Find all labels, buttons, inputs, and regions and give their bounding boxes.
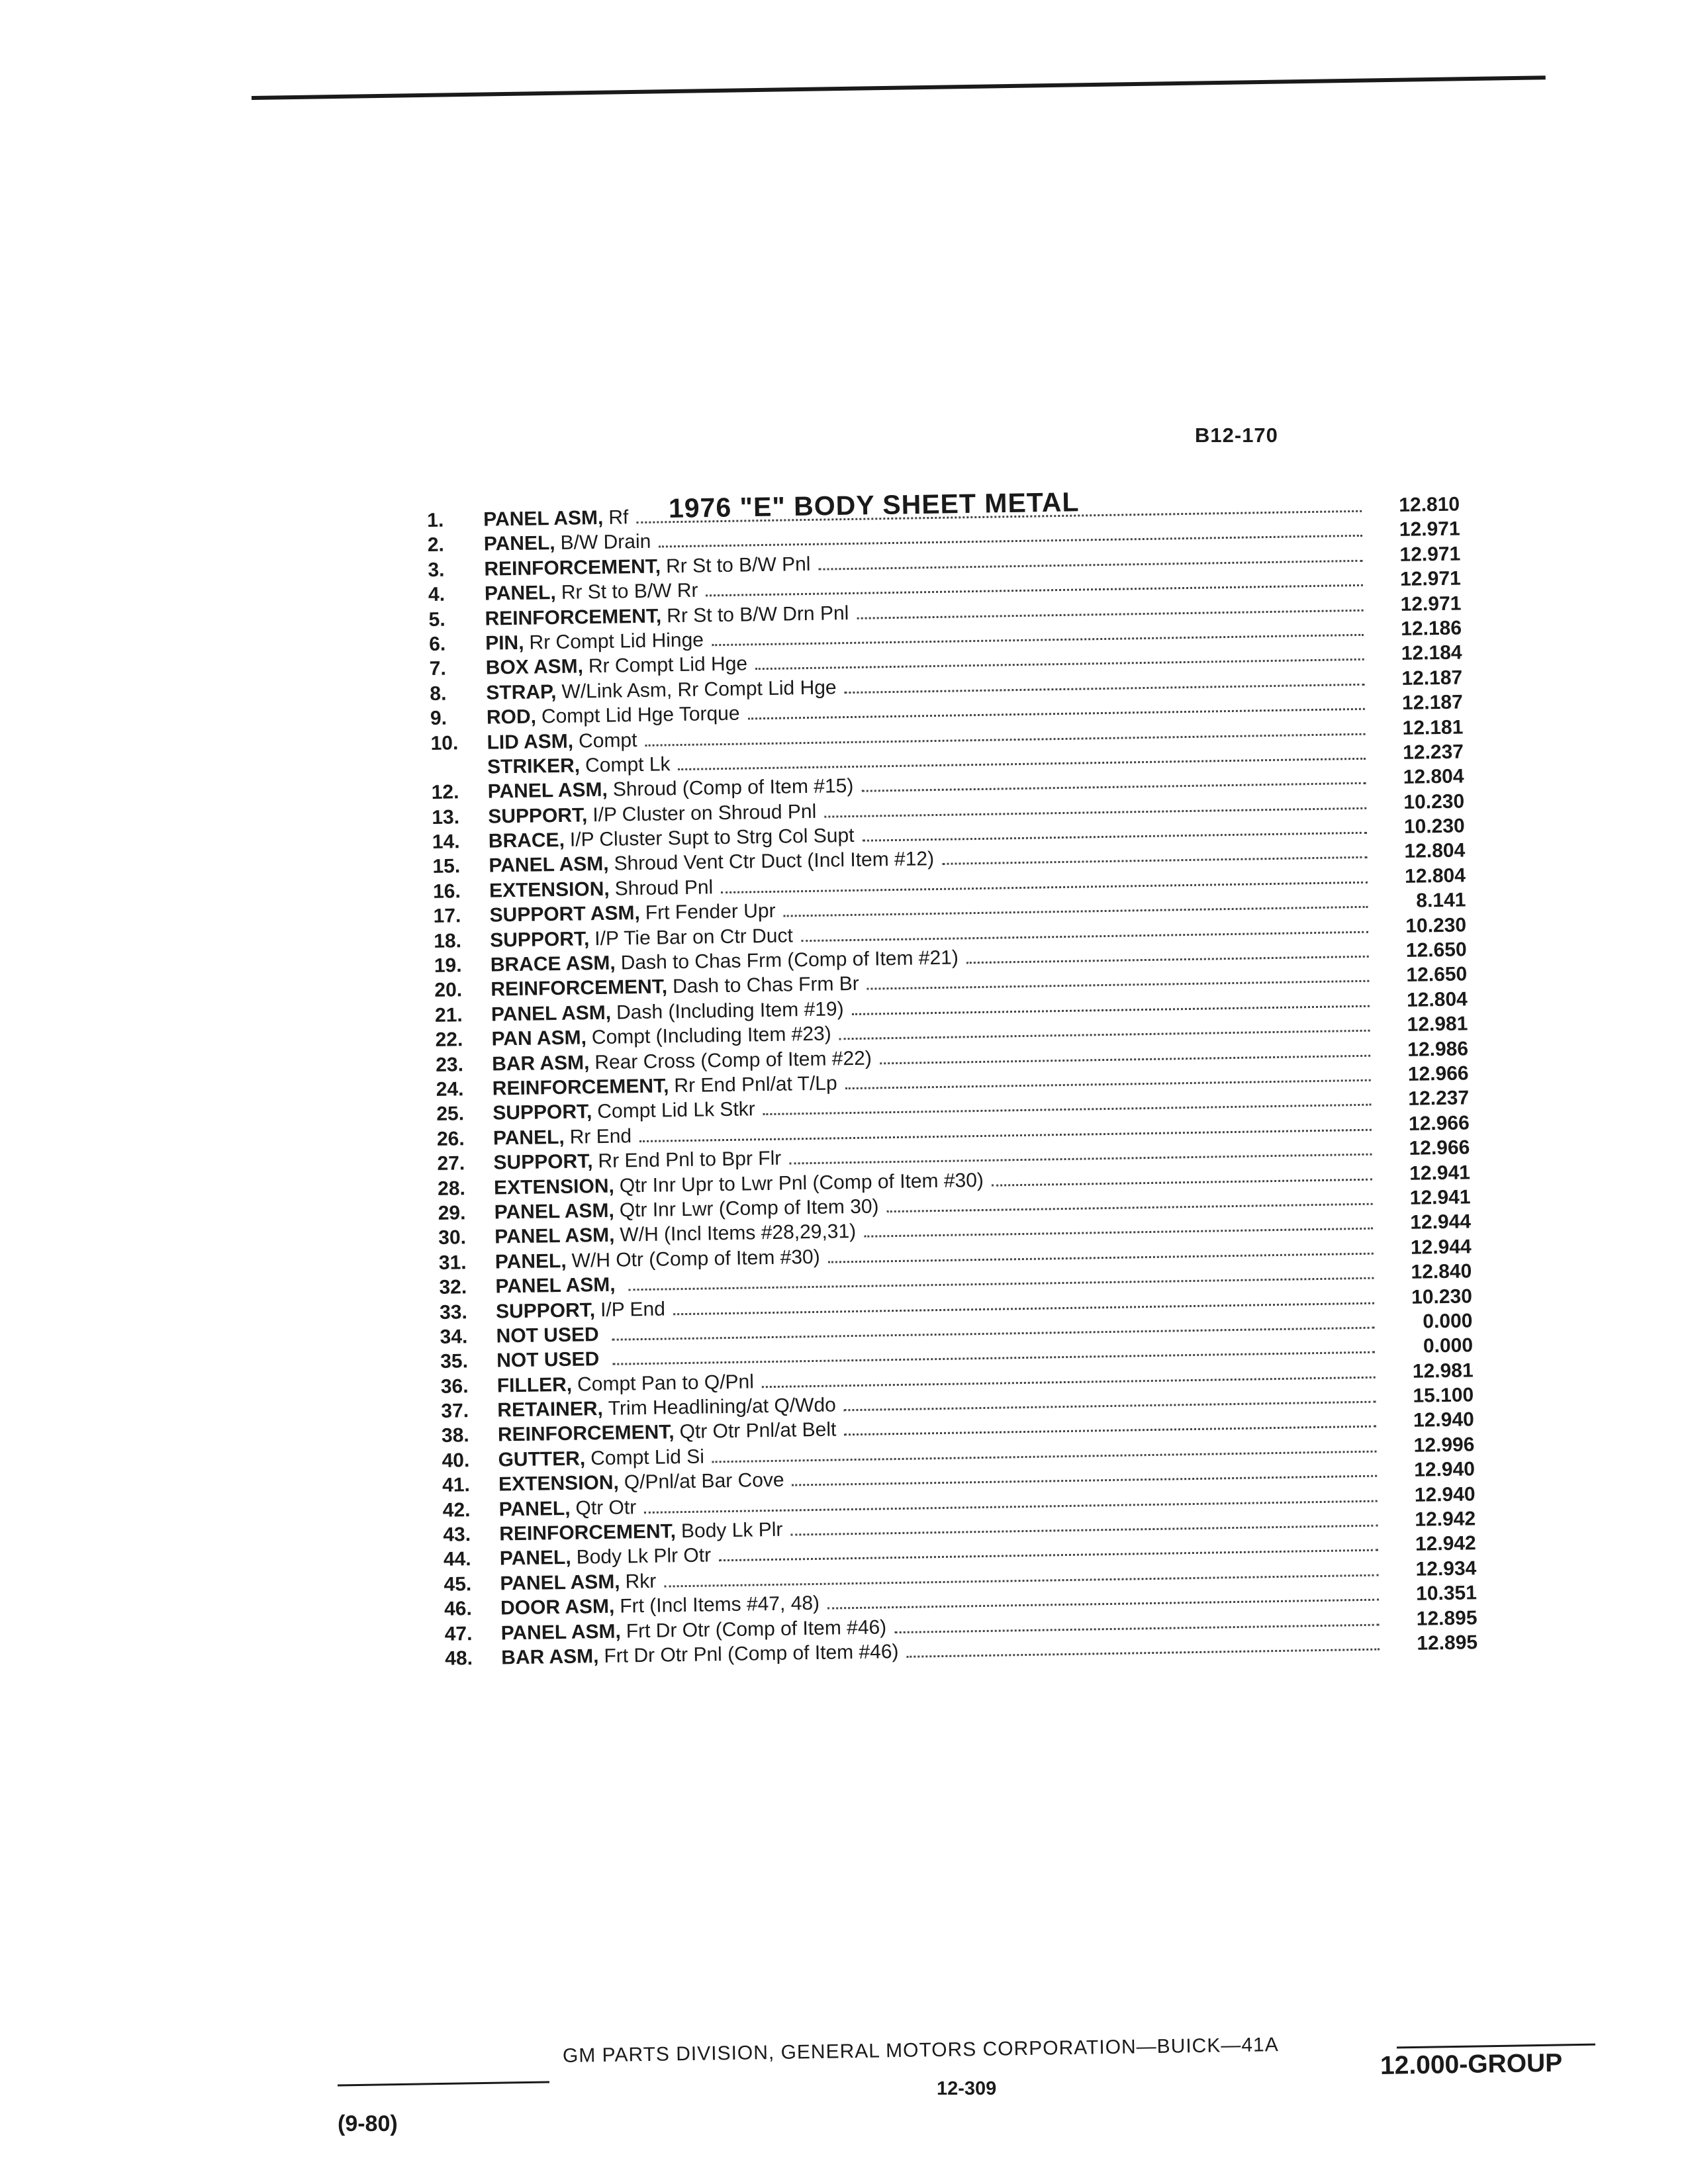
part-name: SUPPORT ASM, xyxy=(489,902,641,927)
part-name: DOOR ASM, xyxy=(500,1595,615,1619)
part-name: STRAP, xyxy=(486,680,557,704)
part-description: Compt Lk xyxy=(585,753,671,777)
part-description: Rear Cross (Comp of Item #22) xyxy=(594,1047,872,1073)
dot-leader xyxy=(992,1178,1372,1186)
part-number: 28. xyxy=(437,1177,466,1200)
part-name: PANEL ASM, xyxy=(489,853,609,878)
group-code: 12.940 xyxy=(1413,1408,1475,1432)
part-description: Frt Fender Upr xyxy=(645,900,776,925)
part-number: 2. xyxy=(427,533,445,557)
part-description: Rr St to B/W Drn Pnl xyxy=(666,602,849,627)
part-description: Compt Lid Hge Torque xyxy=(541,702,740,728)
group-code: 12.971 xyxy=(1399,543,1461,566)
part-name: REINFORCEMENT, xyxy=(491,976,668,1001)
part-description: Shroud (Comp of Item #15) xyxy=(612,775,854,801)
part-name: REINFORCEMENT, xyxy=(492,1075,669,1100)
footer-publisher: GM PARTS DIVISION, GENERAL MOTORS CORPORATION—BUICK—41A xyxy=(562,2034,1279,2067)
group-code: 12.966 xyxy=(1408,1112,1470,1135)
part-name: PANEL, xyxy=(483,532,555,556)
group-code: 15.100 xyxy=(1413,1384,1474,1407)
part-description: Frt Dr Otr (Comp of Item #46) xyxy=(626,1615,887,1643)
part-name: FILLER, xyxy=(496,1373,573,1397)
part-name: PIN, xyxy=(485,631,524,655)
part-number: 37. xyxy=(441,1400,469,1422)
part-name: SUPPORT, xyxy=(492,1101,592,1124)
part-number: 19. xyxy=(434,954,462,977)
part-number: 15. xyxy=(432,855,461,878)
dot-leader xyxy=(824,807,1366,817)
part-name: SUPPORT, xyxy=(488,803,588,828)
part-number: 14. xyxy=(432,831,460,854)
part-number: 9. xyxy=(430,707,447,730)
part-description: Q/Pnl/at Bar Cove xyxy=(624,1469,784,1494)
group-code: 12.986 xyxy=(1407,1037,1469,1061)
group-code: 12.237 xyxy=(1408,1087,1470,1111)
part-description: Rr End xyxy=(569,1125,632,1148)
group-code: 10.230 xyxy=(1405,914,1467,937)
part-number: 10. xyxy=(430,731,459,754)
top-rule xyxy=(252,75,1546,100)
dot-leader xyxy=(844,1401,1376,1412)
part-description: Rf xyxy=(608,506,629,529)
part-name: PANEL, xyxy=(499,1547,571,1570)
dot-leader xyxy=(792,1475,1377,1486)
part-description: B/W Drain xyxy=(560,531,651,555)
part-name: PANEL ASM, xyxy=(483,506,604,531)
part-number: 30. xyxy=(438,1226,467,1250)
group-code: 0.000 xyxy=(1423,1310,1473,1333)
part-number: 38. xyxy=(441,1424,469,1447)
group-code: 12.971 xyxy=(1399,567,1462,591)
dot-leader xyxy=(789,1154,1372,1165)
group-code: 12.181 xyxy=(1402,715,1464,739)
dot-leader xyxy=(790,1525,1378,1536)
part-name: EXTENSION, xyxy=(489,878,610,902)
group-code: 12.981 xyxy=(1412,1359,1474,1383)
part-number: 25. xyxy=(436,1103,465,1126)
part-description: Compt (Including Item #23) xyxy=(591,1023,831,1049)
dot-leader xyxy=(828,1252,1374,1263)
part-number: 7. xyxy=(429,657,447,680)
footer-rule-right xyxy=(1397,2044,1595,2049)
group-label: 12.000-GROUP xyxy=(1380,2048,1563,2080)
part-number: 18. xyxy=(433,929,462,952)
part-name: REINFORCEMENT, xyxy=(497,1421,675,1446)
part-name: NOT USED xyxy=(496,1348,600,1372)
page-code: B12-170 xyxy=(1195,424,1278,447)
part-number: 41. xyxy=(442,1474,471,1497)
group-code: 12.804 xyxy=(1404,839,1466,863)
dot-leader xyxy=(845,684,1365,694)
part-number: 42. xyxy=(442,1498,471,1522)
group-code: 12.804 xyxy=(1406,988,1468,1011)
group-code: 12.971 xyxy=(1400,592,1462,615)
group-code: 12.186 xyxy=(1400,617,1462,640)
part-description: Trim Headlining/at Q/Wdo xyxy=(608,1394,837,1420)
part-name: BRACE ASM, xyxy=(490,952,616,976)
part-name: REINFORCEMENT, xyxy=(499,1520,677,1545)
dot-leader xyxy=(839,1030,1370,1040)
group-code: 10.230 xyxy=(1403,790,1465,813)
group-code: 12.966 xyxy=(1409,1136,1470,1160)
group-code: 12.184 xyxy=(1401,641,1462,665)
part-number: 22. xyxy=(435,1028,463,1052)
part-number: 44. xyxy=(443,1548,471,1571)
part-number: 12. xyxy=(431,781,459,804)
part-number: 20. xyxy=(434,979,463,1002)
part-name: ROD, xyxy=(486,705,537,729)
footer-rule-left xyxy=(338,2081,549,2086)
part-description: I/P Cluster Supt to Strg Col Supt xyxy=(569,825,855,851)
part-description: Rr Compt Lid Hge xyxy=(588,653,748,678)
dot-leader xyxy=(801,931,1368,941)
part-number: 5. xyxy=(428,608,445,631)
part-description: Compt Lid Lk Stkr xyxy=(597,1098,756,1123)
part-name: BAR ASM, xyxy=(491,1051,590,1075)
group-code: 12.804 xyxy=(1403,765,1464,789)
part-name: EXTENSION, xyxy=(498,1471,620,1496)
group-code: 12.895 xyxy=(1416,1606,1477,1630)
part-name: SUPPORT, xyxy=(489,927,590,952)
part-description: Dash (Including Item #19) xyxy=(616,998,844,1024)
part-name: PANEL, xyxy=(484,582,557,605)
dot-leader xyxy=(762,1376,1376,1388)
dot-leader xyxy=(784,906,1368,917)
part-number: 4. xyxy=(428,583,445,606)
dot-leader xyxy=(712,634,1364,646)
part-number: 24. xyxy=(436,1078,464,1101)
dot-leader xyxy=(844,1426,1376,1436)
part-name: GUTTER, xyxy=(498,1447,586,1471)
group-code: 12.941 xyxy=(1409,1161,1471,1185)
dot-leader xyxy=(748,708,1365,720)
group-code: 12.934 xyxy=(1415,1557,1477,1580)
part-description: Frt (Incl Items #47, 48) xyxy=(620,1592,820,1617)
group-code: 10.351 xyxy=(1415,1582,1477,1605)
part-number: 35. xyxy=(440,1350,469,1373)
dot-leader xyxy=(763,1104,1371,1115)
dot-leader xyxy=(721,882,1368,893)
part-name: PANEL ASM, xyxy=(494,1224,615,1248)
group-code: 10.230 xyxy=(1403,815,1465,838)
dot-leader xyxy=(894,1623,1379,1633)
part-number: 48. xyxy=(445,1647,473,1670)
part-number: 45. xyxy=(444,1572,472,1596)
dot-leader xyxy=(966,956,1369,964)
part-description: Qtr Otr xyxy=(575,1496,637,1520)
group-code: 12.187 xyxy=(1401,691,1464,715)
dot-leader xyxy=(861,782,1366,792)
group-code: 12.942 xyxy=(1415,1508,1476,1531)
part-number: 27. xyxy=(437,1152,465,1175)
part-name: PANEL ASM, xyxy=(491,1001,612,1026)
dot-leader xyxy=(852,1005,1370,1015)
part-description: Rr St to B/W Rr xyxy=(561,579,698,604)
part-name: PANEL ASM, xyxy=(500,1570,620,1595)
part-description: W/Link Asm, Rr Compt Lid Hge xyxy=(561,676,837,703)
page-number: 12-309 xyxy=(937,2078,997,2099)
dot-leader xyxy=(845,1079,1371,1089)
part-description: Qtr Inr Lwr (Comp of Item 30) xyxy=(619,1195,879,1222)
group-code: 12.650 xyxy=(1405,938,1467,962)
parts-list xyxy=(427,493,1477,1672)
group-code: 8.141 xyxy=(1416,889,1466,912)
part-name: BAR ASM, xyxy=(501,1645,599,1669)
part-number: 3. xyxy=(428,559,445,581)
part-number: 6. xyxy=(428,633,446,655)
part-name: REINFORCEMENT, xyxy=(484,555,661,580)
part-name: RETAINER, xyxy=(497,1398,604,1422)
part-name: REINFORCEMENT, xyxy=(485,605,662,630)
part-description: I/P End xyxy=(600,1297,666,1321)
page-title: 1976 "E" BODY SHEET METAL xyxy=(668,486,1080,523)
group-code: 12.895 xyxy=(1417,1631,1478,1655)
part-description: Qtr Inr Upr to Lwr Pnl (Comp of Item #30) xyxy=(619,1169,984,1197)
dot-leader xyxy=(857,609,1363,619)
part-name: SUPPORT, xyxy=(493,1150,593,1174)
part-number: 32. xyxy=(439,1276,467,1298)
group-code: 12.944 xyxy=(1410,1236,1472,1259)
date-code: (9-80) xyxy=(338,2111,398,2136)
group-code: 12.944 xyxy=(1410,1210,1472,1234)
part-name: PANEL ASM, xyxy=(494,1199,615,1224)
part-number: 33. xyxy=(439,1300,468,1324)
group-code: 10.230 xyxy=(1411,1285,1473,1308)
part-name: BOX ASM, xyxy=(485,655,584,679)
part-description: Frt Dr Otr Pnl (Comp of Item #46) xyxy=(604,1640,899,1667)
part-description: Rr End Pnl/at T/Lp xyxy=(674,1072,837,1097)
part-number: 40. xyxy=(442,1449,470,1472)
group-code: 12.187 xyxy=(1401,666,1463,690)
part-description: Compt Lid Si xyxy=(590,1445,705,1470)
group-code: 12.237 xyxy=(1402,741,1464,764)
part-description: Dash to Chas Frm Br xyxy=(672,973,860,998)
part-number: 47. xyxy=(444,1622,473,1645)
group-code: 12.940 xyxy=(1413,1458,1476,1481)
part-name: PANEL ASM, xyxy=(487,779,608,803)
part-number: 43. xyxy=(443,1524,471,1546)
group-code: 12.840 xyxy=(1411,1260,1472,1283)
dot-leader xyxy=(867,980,1370,990)
group-code: 12.996 xyxy=(1413,1433,1475,1457)
part-name: PANEL, xyxy=(494,1250,567,1273)
part-description: Dash to Chas Frm (Comp of Item #21) xyxy=(620,946,959,974)
dot-leader xyxy=(863,832,1367,842)
part-description: Shroud Vent Ctr Duct (Incl Item #12) xyxy=(614,848,935,876)
group-code: 12.650 xyxy=(1406,963,1468,987)
part-name: LID ASM, xyxy=(487,730,574,754)
part-number: 34. xyxy=(440,1326,468,1348)
part-name: NOT USED xyxy=(496,1323,599,1347)
group-code: 0.000 xyxy=(1423,1334,1474,1357)
part-number: 23. xyxy=(435,1053,464,1076)
part-name: EXTENSION, xyxy=(493,1175,615,1199)
part-number: 8. xyxy=(430,682,447,705)
group-code: 12.940 xyxy=(1414,1482,1476,1506)
part-number: 13. xyxy=(432,805,460,829)
part-description: Body Lk Plr Otr xyxy=(576,1544,712,1569)
part-description: Rr Compt Lid Hinge xyxy=(529,629,704,654)
part-name: STRIKER, xyxy=(487,754,581,778)
group-code: 12.941 xyxy=(1409,1186,1471,1209)
part-description: Qtr Otr Pnl/at Belt xyxy=(679,1418,837,1443)
part-number: 16. xyxy=(432,880,461,903)
group-code: 12.810 xyxy=(1399,493,1460,516)
dot-leader xyxy=(907,1649,1380,1658)
dot-leader xyxy=(942,856,1367,865)
part-description: Compt xyxy=(578,729,637,752)
part-number: 36. xyxy=(440,1375,469,1398)
group-code: 12.804 xyxy=(1404,864,1466,887)
dot-leader xyxy=(864,1228,1373,1238)
dot-leader xyxy=(827,1599,1379,1610)
part-description: I/P Tie Bar on Ctr Duct xyxy=(594,925,794,950)
part-number: 29. xyxy=(438,1202,466,1224)
group-code: 12.966 xyxy=(1407,1062,1469,1085)
part-name: PANEL, xyxy=(492,1126,565,1150)
dot-leader xyxy=(755,659,1364,670)
part-number: 31. xyxy=(438,1251,467,1274)
group-code: 12.942 xyxy=(1415,1532,1476,1556)
part-description: Compt Pan to Q/Pnl xyxy=(577,1371,755,1396)
part-name: BRACE, xyxy=(488,829,565,852)
part-name: SUPPORT, xyxy=(495,1298,596,1323)
part-description: Rr St to B/W Pnl xyxy=(665,553,811,578)
part-description: Rr End Pnl to Bpr Flr xyxy=(598,1147,782,1173)
part-description: Body Lk Plr xyxy=(680,1518,783,1543)
part-name: PANEL, xyxy=(498,1497,571,1521)
part-description: W/H Otr (Comp of Item #30) xyxy=(571,1246,820,1272)
group-code: 12.981 xyxy=(1407,1013,1468,1036)
dot-leader xyxy=(887,1203,1373,1213)
part-number: 46. xyxy=(444,1598,473,1620)
dot-leader xyxy=(880,1054,1370,1064)
part-number: 26. xyxy=(436,1127,465,1150)
part-name: PANEL ASM, xyxy=(500,1620,622,1645)
part-number: 1. xyxy=(427,509,444,531)
part-name: PANEL ASM, xyxy=(495,1273,616,1298)
part-number: 17. xyxy=(433,905,461,928)
part-description: W/H (Incl Items #28,29,31) xyxy=(620,1220,857,1246)
part-number: 21. xyxy=(434,1004,463,1026)
group-code: 12.971 xyxy=(1399,518,1460,541)
part-description: Rkr xyxy=(625,1570,657,1593)
part-name: PAN ASM, xyxy=(491,1026,587,1050)
part-description: Shroud Pnl xyxy=(614,876,714,900)
part-description: I/P Cluster on Shroud Pnl xyxy=(592,800,817,826)
dot-leader xyxy=(819,560,1363,570)
